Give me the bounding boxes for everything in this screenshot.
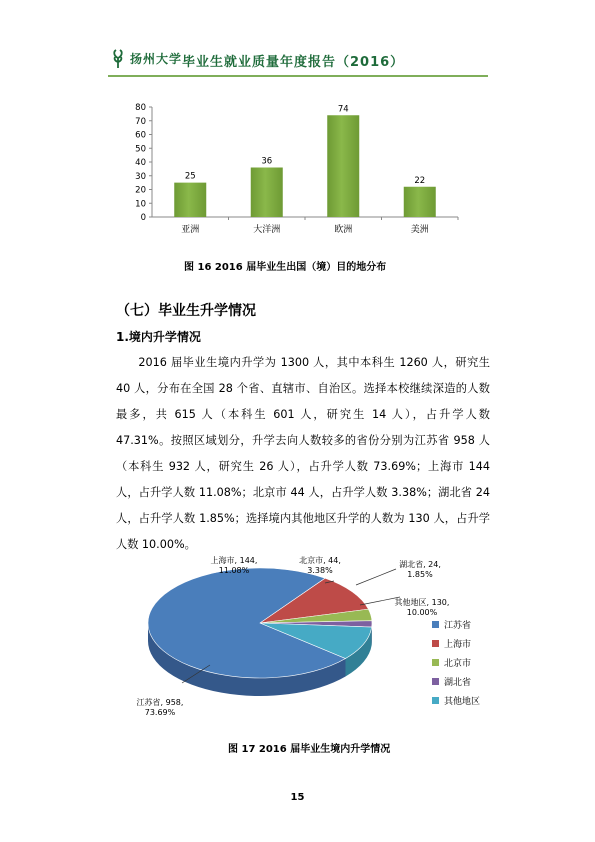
y-tick-label: 40 [135,158,146,168]
pie-data-label: 其他地区, 130, [394,598,450,607]
page-header [110,48,510,74]
pie-percent-label: 73.69% [144,708,176,717]
figure-17-caption: 图 17 2016 届毕业生境内升学情况 [228,744,391,755]
y-tick-label: 70 [135,116,146,127]
legend-swatch [432,640,439,647]
legend-swatch [432,697,439,704]
bar-value-label: 25 [184,171,196,182]
legend-label: 上海市 [444,640,472,650]
legend-label: 江苏省 [444,621,472,631]
section-title: （七）毕业生升学情况 [116,303,256,319]
x-tick-label: 美洲 [410,225,429,235]
pie-percent-label: 1.85% [407,570,433,579]
logo-text: 扬州大学 [130,52,183,66]
bar [251,168,283,218]
y-tick-label: 10 [135,199,146,210]
leader-line [356,569,396,585]
y-tick-label: 60 [135,130,146,141]
legend-label: 北京市 [444,659,472,669]
y-tick-label: 80 [135,103,146,113]
legend-swatch [432,621,439,628]
bar-value-label: 36 [261,156,273,167]
y-tick-label: 0 [140,213,146,223]
pie-percent-label: 10.00% [406,608,438,617]
bar [174,183,206,217]
report-title: 毕业生就业质量年度报告（2016） [182,55,405,70]
pie-percent-label: 3.38% [307,566,333,575]
bar-value-label: 74 [337,104,349,115]
legend-swatch [432,678,439,685]
bar-value-label: 22 [414,175,426,186]
legend-label: 湖北省 [444,678,472,688]
x-tick-label: 欧洲 [334,225,353,235]
x-tick-label: 亚洲 [181,225,200,235]
x-tick-label: 大洋洲 [253,225,281,235]
subsection-title: 1.境内升学情况 [116,330,201,344]
pie-data-label: 上海市, 144, [210,556,258,565]
destination-bar-chart [120,95,480,245]
legend-label: 其他地区 [444,697,481,707]
bar [327,115,359,217]
y-tick-label: 30 [135,171,146,182]
figure-16-caption: 图 16 2016 届毕业生出国（境）目的地分布 [184,262,387,273]
y-tick-label: 20 [135,185,146,196]
y-tick-label: 50 [135,144,146,155]
legend-swatch [432,659,439,666]
pie-data-label: 北京市, 44, [299,556,341,565]
bar [404,187,436,217]
pie-percent-label: 11.08% [218,566,250,575]
pie-data-label: 湖北省, 24, [399,560,441,569]
domestic-study-pie-chart [120,545,500,735]
body-paragraph: 2016 届毕业生境内升学为 1300 人，其中本科生 1260 人，研究生 40 人，分布在全国 28 个省、直辖市、自治区。选择本校继续深造的人数最多，共 615 人（本科生 601 人，研究生 14 人），占升学人数 47.31%。按照区域划分，升学去向人数较多的省份分别为江苏省 958 人（本科生 932 人，研究生 26 人），占升学人数 73.69%；上海市 144 人，占升学人数 11.08%；北京市 44 人，占升学人数 3.38%；湖北省 24 人，占升学人数 1.85%；选择境内其他地区升学的人数为 130 人，占升学人数 10.00%。 [116,356,490,551]
header-divider [108,75,488,77]
pie-data-label: 江苏省, 958, [136,698,184,707]
page-number: 15 [290,792,305,803]
